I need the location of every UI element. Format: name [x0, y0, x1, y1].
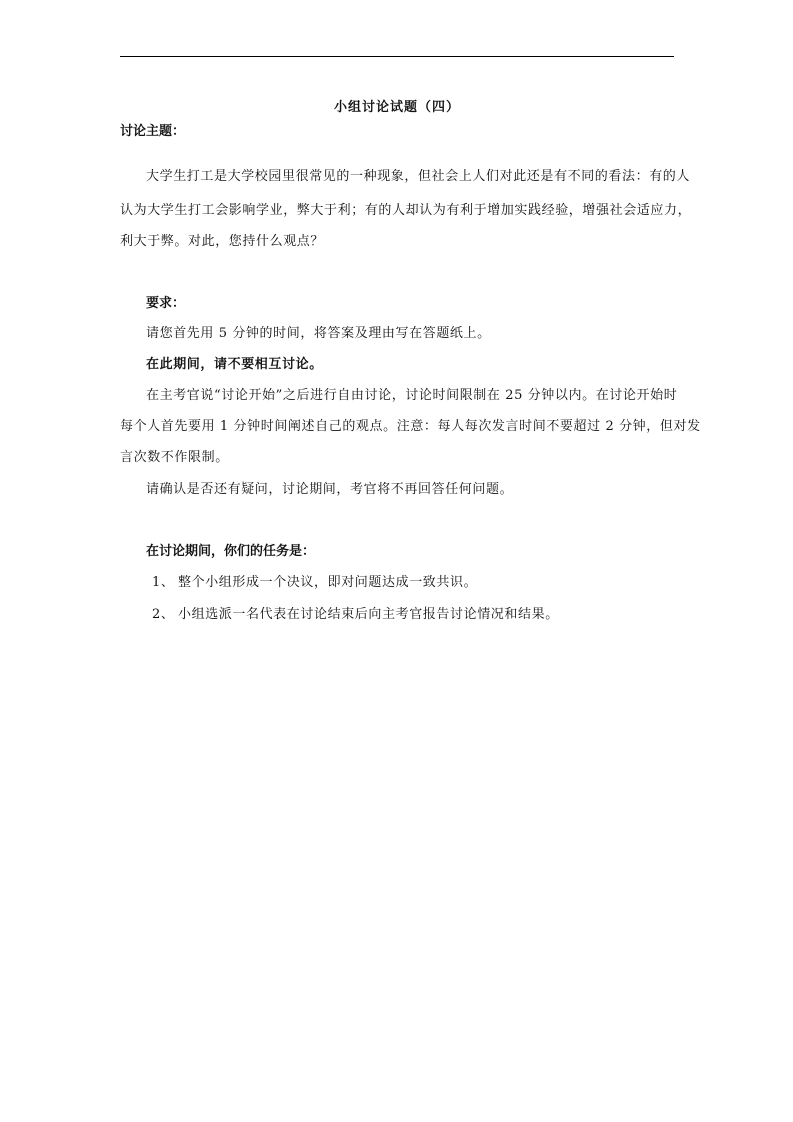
topic-paragraph-line-1: 大学生打工是大学校园里很常见的一种现象，但社会上人们对此还是有不同的看法：有的人 — [146, 169, 691, 184]
header-rule — [120, 56, 674, 57]
document-title: 小组讨论试题（四） — [333, 100, 460, 115]
requirements-label: 要求： — [146, 296, 186, 311]
requirement-confirm-questions: 请确认是否还有疑问，讨论期间，考官将不再回答任何问题。 — [146, 482, 514, 497]
requirement-time-instruction: 请您首先用 5 分钟的时间，将答案及理由写在答题纸上。 — [146, 326, 491, 341]
topic-paragraph-line-2: 认为大学生打工会影响学业，弊大于利；有的人却认为有利于增加实践经验，增强社会适应力， — [120, 203, 692, 218]
tasks-label: 在讨论期间，你们的任务是： — [146, 544, 316, 559]
task-text: 小组选派一名代表在讨论结束后向主考官报告讨论情况和结果。 — [178, 607, 559, 622]
requirement-discussion-line-2: 每个人首先要用 1 分钟时间阐述自己的观点。注意：每人每次发言时间不要超过 2 分钟，但对发 — [120, 419, 701, 434]
requirement-no-discussion: 在此期间，请不要相互讨论。 — [146, 357, 323, 372]
topic-label: 讨论主题： — [120, 124, 186, 139]
task-number: 2、 — [152, 607, 175, 622]
task-item-1 — [152, 571, 477, 590]
requirement-discussion-line-3: 言次数不作限制。 — [120, 450, 229, 465]
topic-paragraph-line-3: 利大于弊。对此，您持什么观点？ — [120, 234, 325, 249]
task-text: 整个小组形成一个决议，即对问题达成一致共识。 — [178, 575, 478, 590]
task-item-2 — [152, 603, 559, 622]
requirement-discussion-line-1: 在主考官说“讨论开始”之后进行自由讨论，讨论时间限制在 25 分钟以内。在讨论开始时 — [146, 388, 678, 403]
task-number: 1、 — [152, 575, 175, 590]
